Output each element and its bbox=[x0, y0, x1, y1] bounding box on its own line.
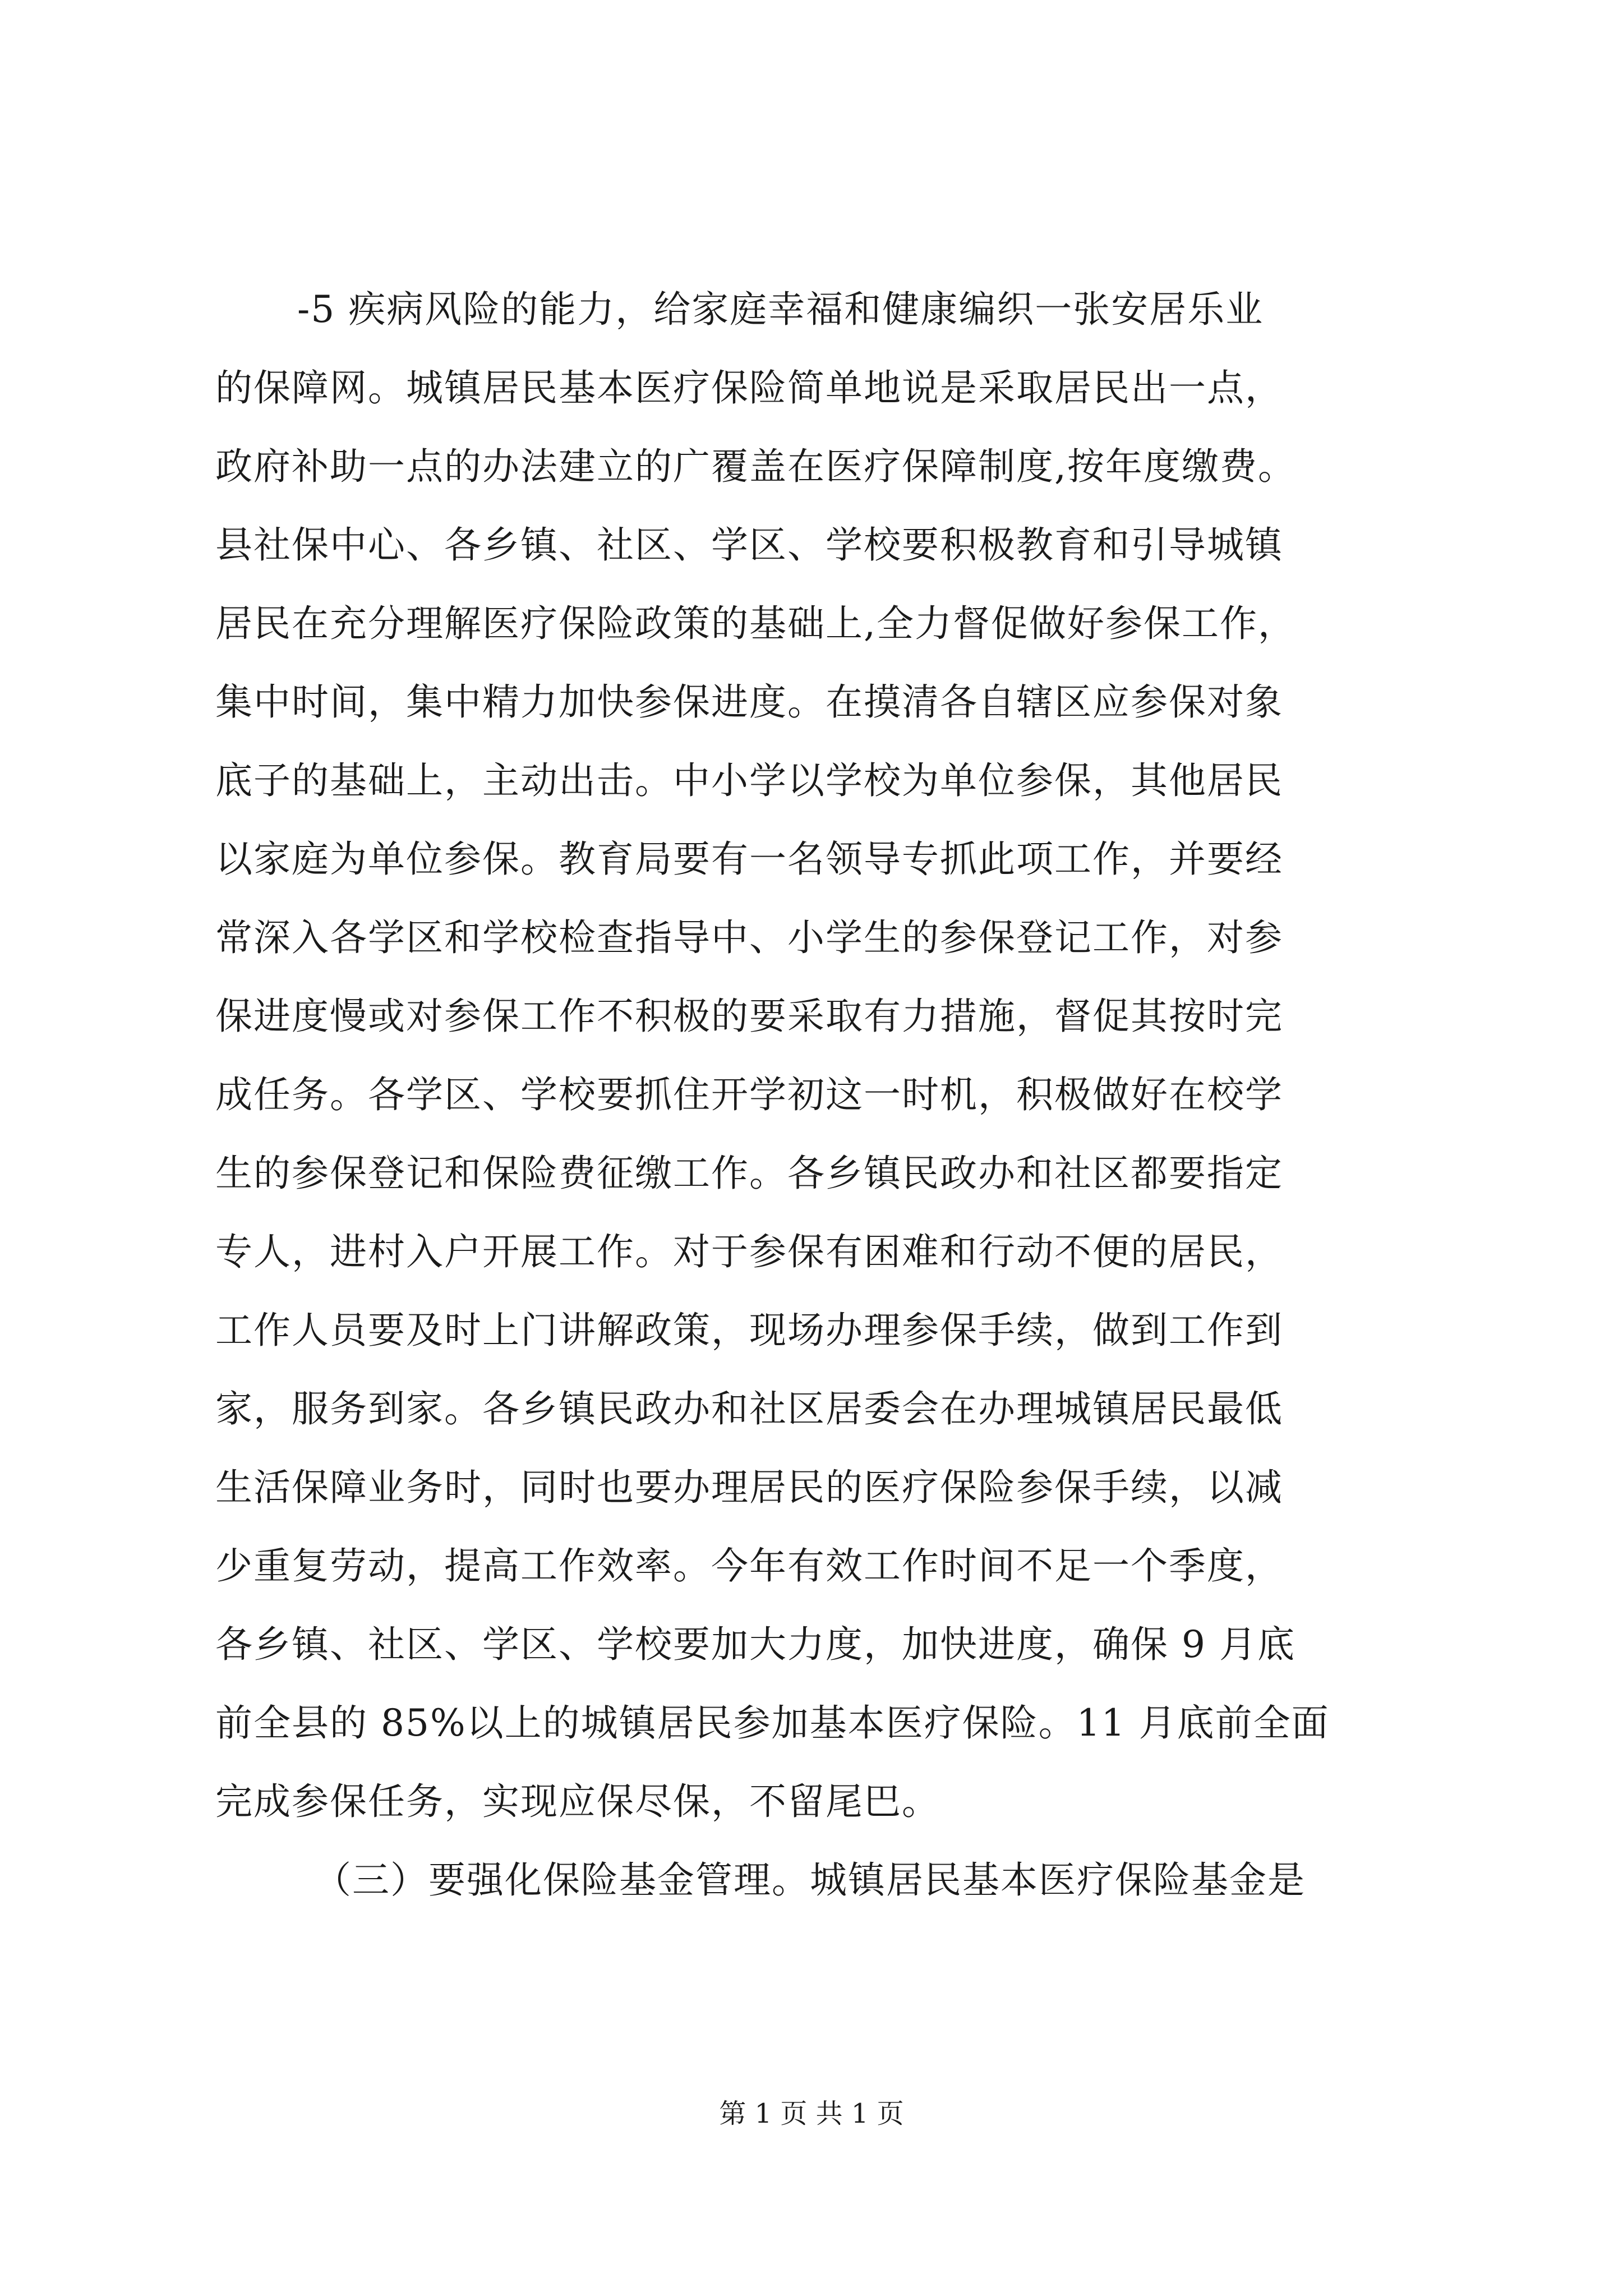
paragraph-line-17: 少重复劳动，提高工作效率。今年有效工作时间不足一个季度， bbox=[215, 1544, 1283, 1588]
paragraph-line-16: 生活保障业务时，同时也要办理居民的医疗保险参保手续，以减 bbox=[215, 1466, 1283, 1509]
section-heading-line: （三）要强化保险基金管理。城镇居民基本医疗保险基金是 bbox=[314, 1858, 1306, 1902]
paragraph-line-12: 生的参保登记和保险费征缴工作。各乡镇民政办和社区都要指定 bbox=[215, 1152, 1283, 1195]
paragraph-line-5: 居民在充分理解医疗保险政策的基础上,全力督促做好参保工作， bbox=[215, 602, 1296, 645]
paragraph-line-15: 家，服务到家。各乡镇民政办和社区居委会在办理城镇居民最低 bbox=[215, 1387, 1283, 1430]
paragraph-line-4: 县社保中心、各乡镇、社区、学区、学校要积极教育和引导城镇 bbox=[215, 523, 1283, 567]
paragraph-line-3: 政府补助一点的办法建立的广覆盖在医疗保障制度,按年度缴费。 bbox=[215, 445, 1296, 488]
paragraph-line-8: 以家庭为单位参保。教育局要有一名领导专抓此项工作，并要经 bbox=[215, 838, 1283, 881]
paragraph-line-9: 常深入各学区和学校检查指导中、小学生的参保登记工作，对参 bbox=[215, 916, 1283, 959]
paragraph-line-20: 完成参保任务，实现应保尽保，不留尾巴。 bbox=[215, 1780, 940, 1823]
paragraph-line-14: 工作人员要及时上门讲解政策，现场办理参保手续，做到工作到 bbox=[215, 1309, 1283, 1352]
paragraph-line-1: -5 疾病风险的能力，给家庭幸福和健康编织一张安居乐业 bbox=[297, 288, 1264, 331]
page-footer: 第 1 页 共 1 页 bbox=[719, 2098, 904, 2129]
paragraph-line-19: 前全县的 85%以上的城镇居民参加基本医疗保险。11 月底前全面 bbox=[215, 1701, 1330, 1745]
paragraph-line-7: 底子的基础上，主动出击。中小学以学校为单位参保，其他居民 bbox=[215, 759, 1283, 802]
paragraph-line-11: 成任务。各学区、学校要抓住开学初这一时机，积极做好在校学 bbox=[215, 1073, 1283, 1116]
paragraph-line-10: 保进度慢或对参保工作不积极的要采取有力措施，督促其按时完 bbox=[215, 995, 1283, 1038]
paragraph-line-13: 专人，进村入户开展工作。对于参保有困难和行动不便的居民， bbox=[215, 1230, 1283, 1273]
paragraph-line-18: 各乡镇、社区、学区、学校要加大力度，加快进度，确保 9 月底 bbox=[215, 1623, 1295, 1666]
paragraph-line-2: 的保障网。城镇居民基本医疗保险简单地说是采取居民出一点， bbox=[215, 366, 1283, 409]
paragraph-line-6: 集中时间，集中精力加快参保进度。在摸清各自辖区应参保对象 bbox=[215, 680, 1283, 724]
